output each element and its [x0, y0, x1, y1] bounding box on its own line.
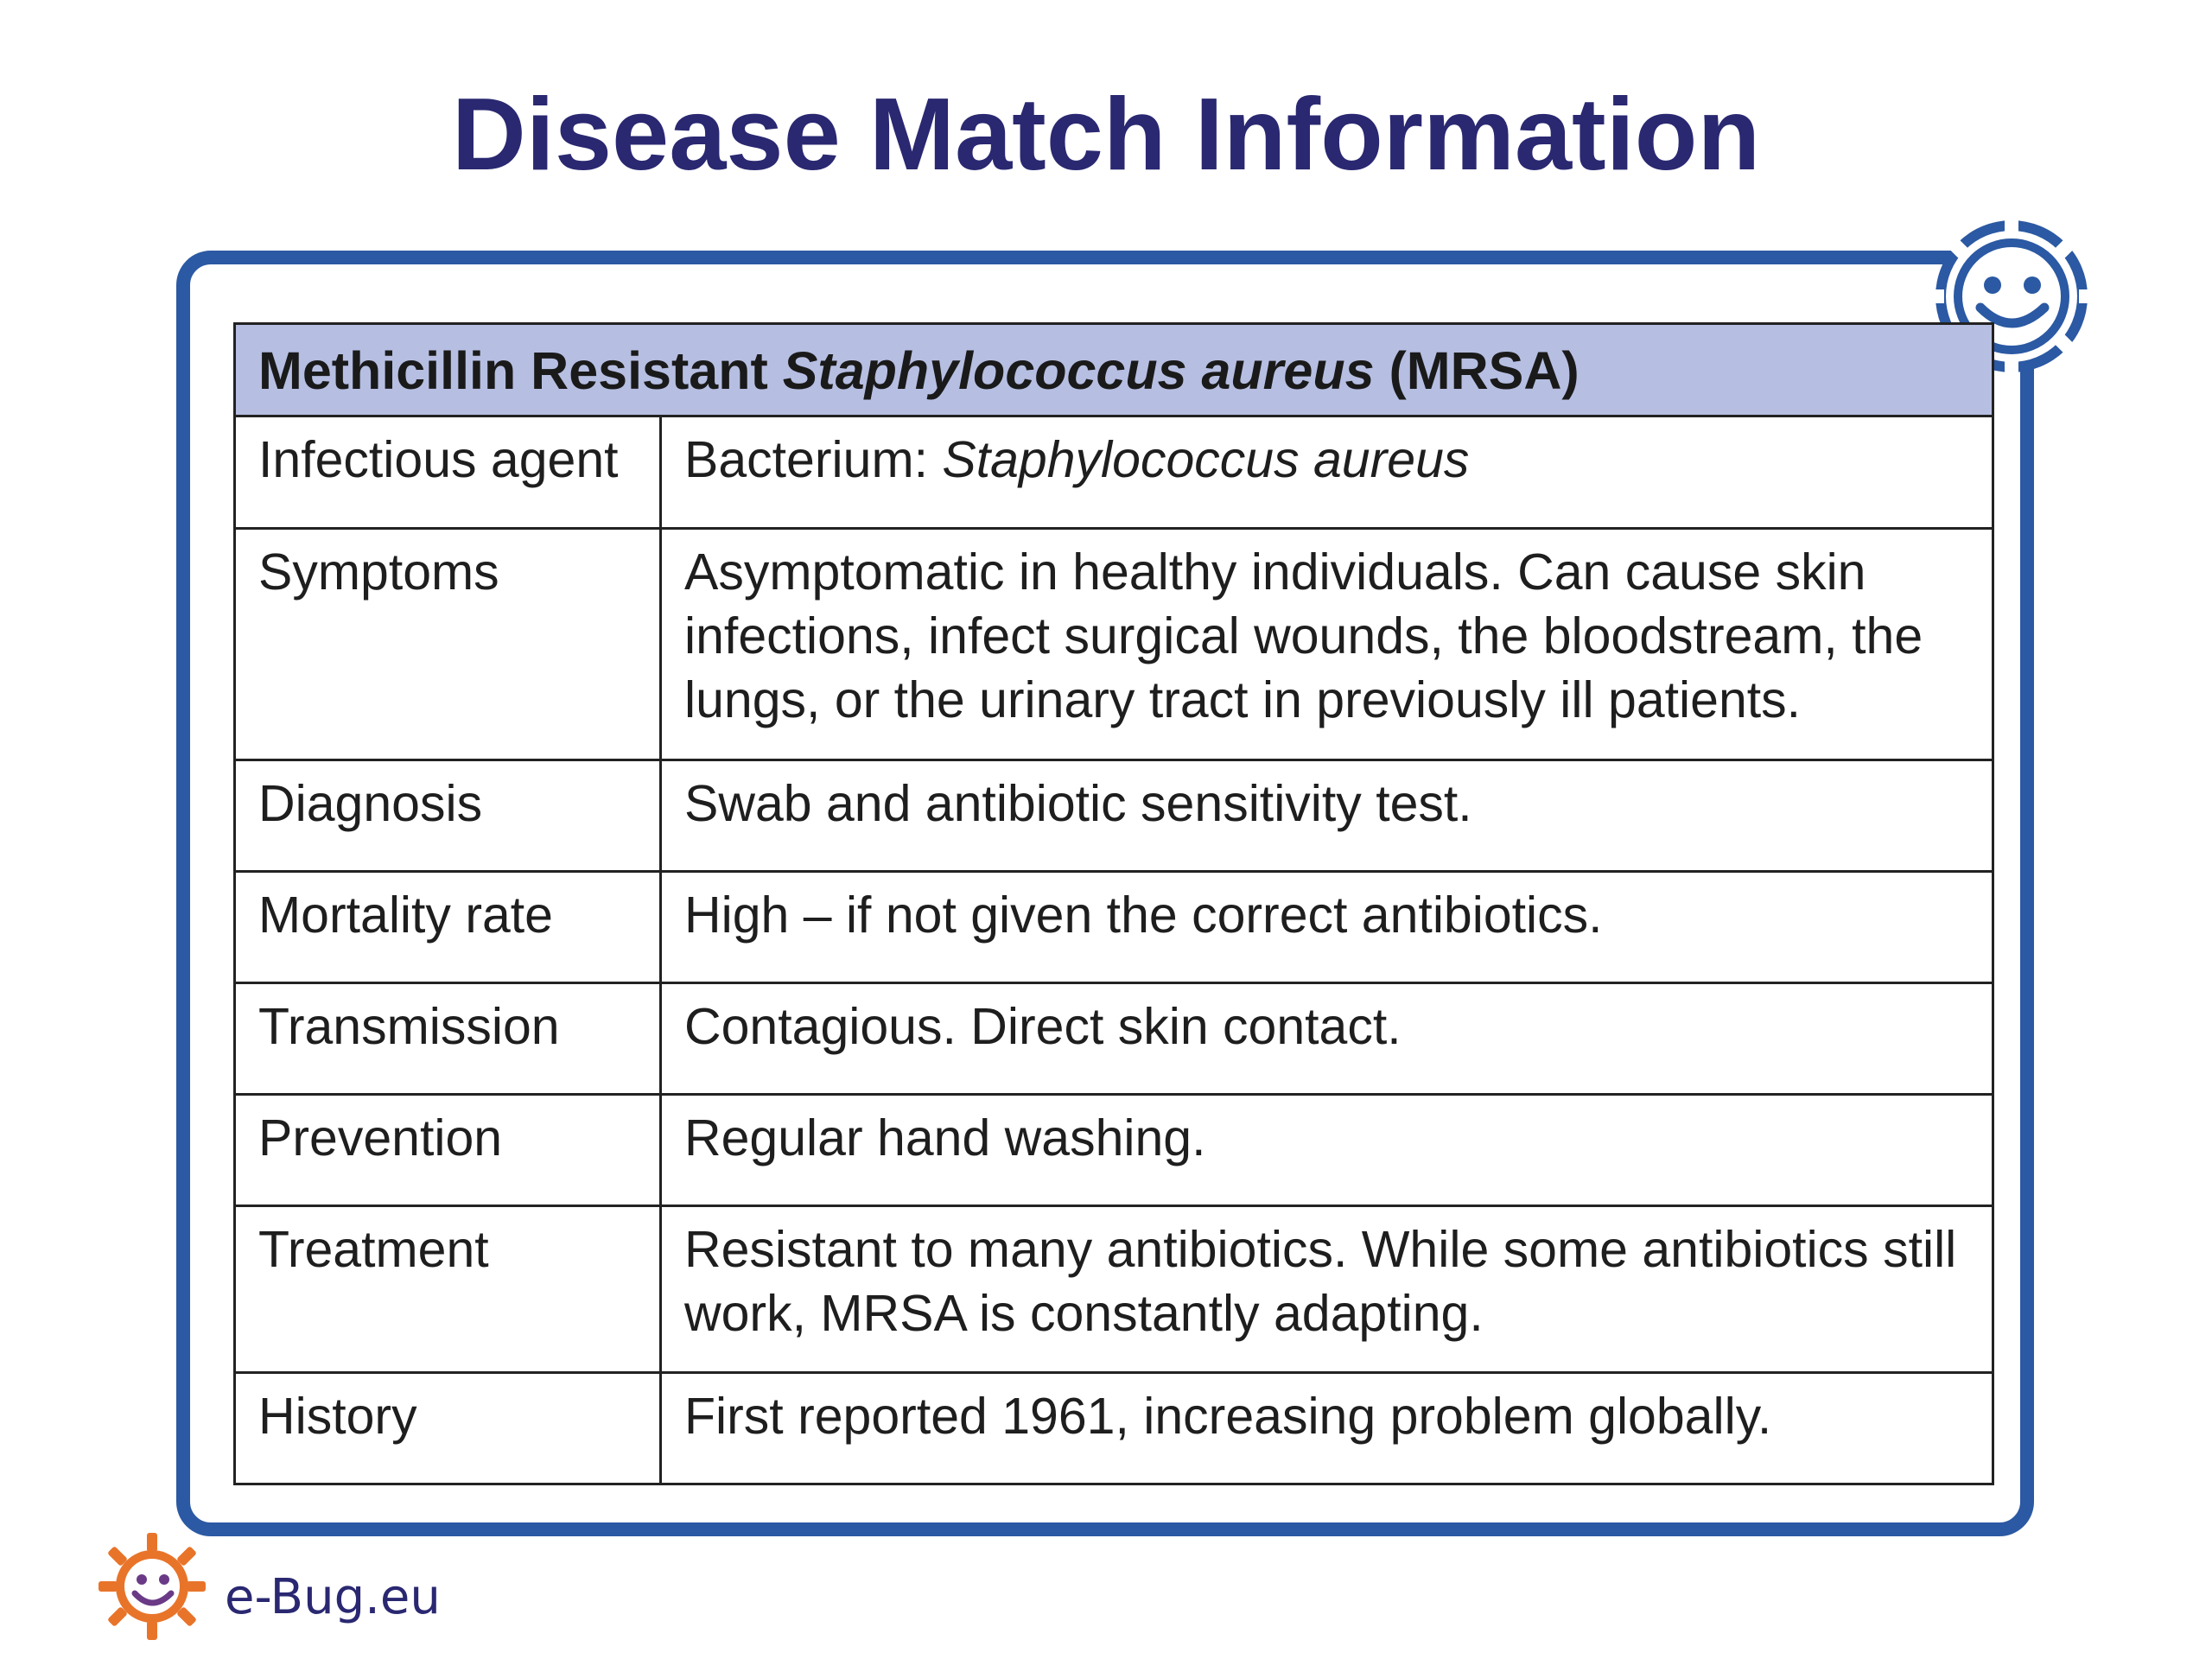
row-label-diagnosis: Diagnosis	[235, 760, 661, 872]
row-label-infectious-agent: Infectious agent	[235, 416, 661, 529]
row-value-treatment: Resistant to many antibiotics. While some antibiotics still work, MRSA is constantly adapting.	[661, 1206, 1993, 1373]
table-row	[235, 1206, 1993, 1373]
bug-face-icon	[97, 1531, 207, 1642]
page-title: Disease Match Information	[451, 77, 1761, 192]
disease-name-header	[235, 324, 1993, 416]
table-row	[235, 529, 1993, 760]
disease-info-table	[233, 322, 1994, 1485]
disease-name-italic: Staphylococcus aureus	[782, 341, 1375, 400]
table-row	[235, 1373, 1993, 1484]
table-header-row	[235, 324, 1993, 416]
row-label-mortality-rate: Mortality rate	[235, 872, 661, 983]
row-value-history: First reported 1961, increasing problem globally.	[661, 1373, 1993, 1484]
disease-name-prefix: Methicillin Resistant	[258, 341, 783, 400]
row-label-history: History	[235, 1373, 661, 1484]
table-row	[235, 760, 1993, 872]
row-value-transmission: Contagious. Direct skin contact.	[661, 983, 1993, 1095]
row-label-prevention: Prevention	[235, 1095, 661, 1206]
disease-name-suffix: (MRSA)	[1374, 341, 1580, 400]
row-label-symptoms: Symptoms	[235, 529, 661, 760]
row-value-symptoms: Asymptomatic in healthy individuals. Can cause skin infections, infect surgical wounds, the bloodstream, the lungs, or the urinary tract in previously ill patients.	[661, 529, 1993, 760]
value-text: Bacterium:	[684, 431, 943, 488]
table-row	[235, 416, 1993, 529]
table-row	[235, 872, 1993, 983]
ebug-logo-text[interactable]: e-Bug.eu	[225, 1569, 441, 1625]
row-label-treatment: Treatment	[235, 1206, 661, 1373]
row-label-transmission: Transmission	[235, 983, 661, 1095]
row-value-infectious-agent	[661, 416, 1993, 529]
value-italic-text: Staphylococcus aureus	[942, 431, 1470, 488]
row-value-prevention: Regular hand washing.	[661, 1095, 1993, 1206]
table-row	[235, 1095, 1993, 1206]
row-value-mortality-rate: High – if not given the correct antibiotics.	[661, 872, 1993, 983]
row-value-diagnosis: Swab and antibiotic sensitivity test.	[661, 760, 1993, 872]
table-row	[235, 983, 1993, 1095]
